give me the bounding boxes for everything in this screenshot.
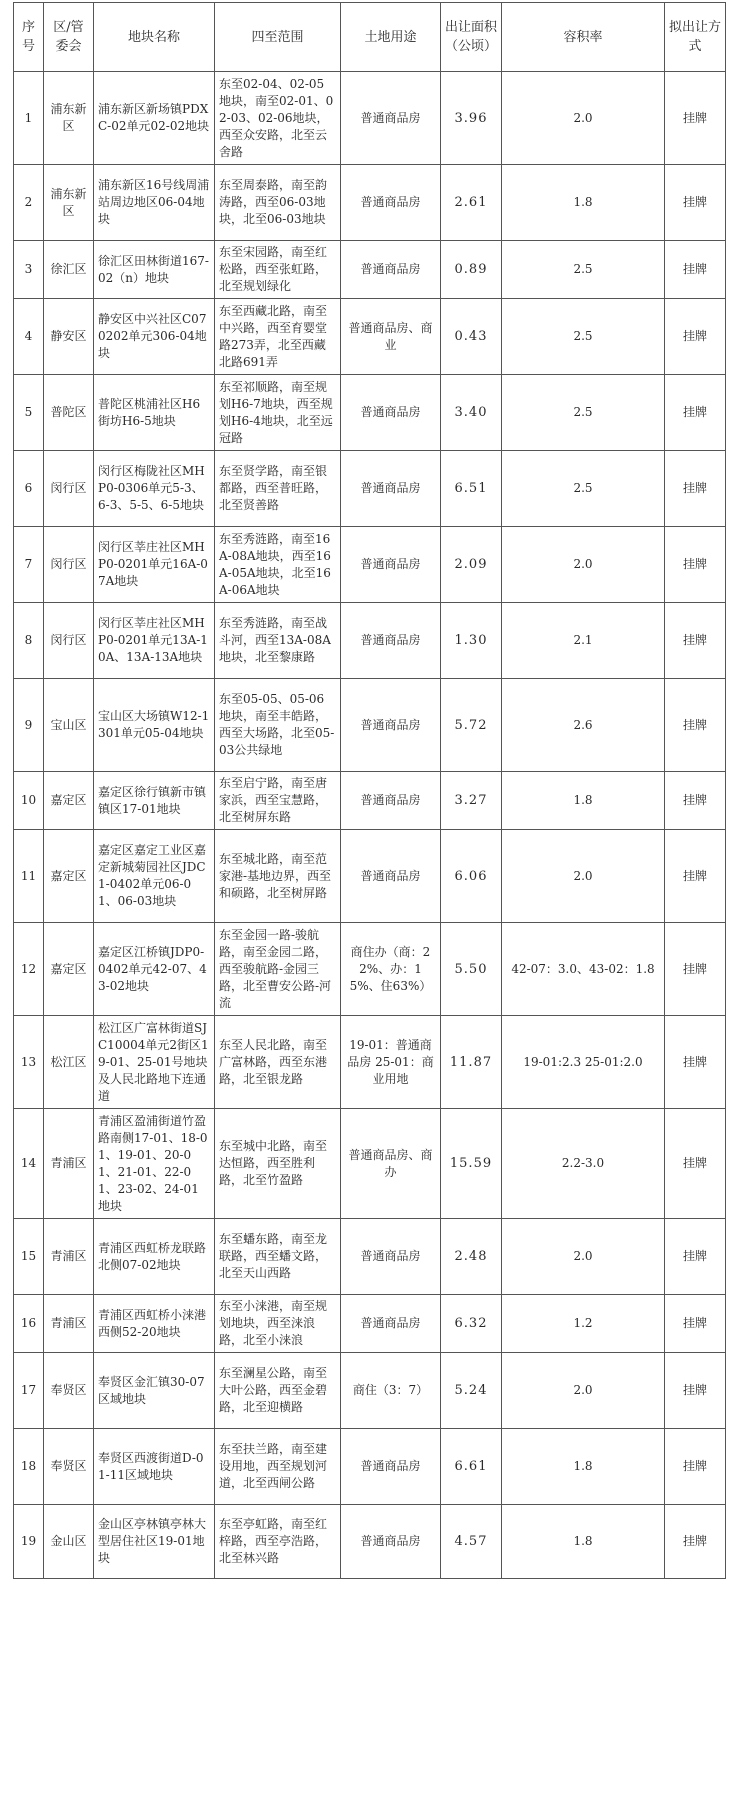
cell-boundary-range: 东至城北路，南至范家港-基地边界，西至和硕路，北至树屏路 [215, 830, 341, 923]
cell-floor-area-ratio: 2.1 [502, 603, 665, 679]
cell-boundary-range: 东至金园一路-骏航路，南至金园二路，西至骏航路-金园三路，北至曹安公路-河流 [215, 923, 341, 1016]
cell-parcel-name: 青浦区西虹桥小涞港西侧52-20地块 [94, 1295, 215, 1353]
table-row [14, 923, 726, 1016]
land-parcel-table-wrapper [13, 2, 725, 1579]
cell-boundary-range: 东至启宁路，南至唐家浜，西至宝慧路，北至树屏东路 [215, 772, 341, 830]
cell-district: 浦东新区 [44, 165, 94, 241]
cell-transfer-method: 挂牌 [665, 1505, 726, 1579]
cell-seq: 13 [14, 1016, 44, 1109]
table-row [14, 1353, 726, 1429]
cell-seq: 2 [14, 165, 44, 241]
table-row [14, 1429, 726, 1505]
cell-floor-area-ratio: 2.5 [502, 375, 665, 451]
cell-seq: 5 [14, 375, 44, 451]
table-row [14, 1505, 726, 1579]
cell-transfer-method: 挂牌 [665, 241, 726, 299]
cell-transfer-method: 挂牌 [665, 375, 726, 451]
cell-parcel-name: 奉贤区西渡街道D-01-11区域地块 [94, 1429, 215, 1505]
cell-district: 徐汇区 [44, 241, 94, 299]
cell-land-use: 普通商品房 [341, 679, 441, 772]
cell-land-use: 普通商品房 [341, 1505, 441, 1579]
cell-boundary-range: 东至城中北路，南至达恒路，西至胜利路，北至竹盈路 [215, 1109, 341, 1219]
cell-land-use: 普通商品房 [341, 375, 441, 451]
cell-area: 6.61 [441, 1429, 502, 1505]
cell-seq: 6 [14, 451, 44, 527]
cell-district: 闵行区 [44, 527, 94, 603]
header-area: 出让面积（公顷） [441, 3, 502, 72]
cell-land-use: 商住办（商：22%、办：15%、住63%） [341, 923, 441, 1016]
cell-land-use: 普通商品房 [341, 1219, 441, 1295]
cell-land-use: 普通商品房 [341, 527, 441, 603]
header-range: 四至范围 [215, 3, 341, 72]
cell-parcel-name: 闵行区莘庄社区MHP0-0201单元16A-07A地块 [94, 527, 215, 603]
cell-area: 11.87 [441, 1016, 502, 1109]
cell-transfer-method: 挂牌 [665, 451, 726, 527]
cell-transfer-method: 挂牌 [665, 1353, 726, 1429]
cell-seq: 10 [14, 772, 44, 830]
cell-transfer-method: 挂牌 [665, 1295, 726, 1353]
header-seq: 序号 [14, 3, 44, 72]
cell-district: 青浦区 [44, 1295, 94, 1353]
cell-boundary-range: 东至扶兰路，南至建设用地，西至规划河道，北至西闸公路 [215, 1429, 341, 1505]
table-row [14, 72, 726, 165]
cell-land-use: 普通商品房、商办 [341, 1109, 441, 1219]
table-row [14, 527, 726, 603]
cell-district: 嘉定区 [44, 923, 94, 1016]
cell-transfer-method: 挂牌 [665, 772, 726, 830]
cell-transfer-method: 挂牌 [665, 830, 726, 923]
header-method: 拟出让方式 [665, 3, 726, 72]
header-name: 地块名称 [94, 3, 215, 72]
cell-transfer-method: 挂牌 [665, 165, 726, 241]
cell-land-use: 19-01：普通商品房 25-01：商业用地 [341, 1016, 441, 1109]
cell-area: 1.30 [441, 603, 502, 679]
cell-land-use: 普通商品房 [341, 165, 441, 241]
cell-parcel-name: 静安区中兴社区C070202单元306-04地块 [94, 299, 215, 375]
table-row [14, 679, 726, 772]
cell-floor-area-ratio: 1.8 [502, 772, 665, 830]
cell-floor-area-ratio: 42-07：3.0、43-02：1.8 [502, 923, 665, 1016]
table-row [14, 603, 726, 679]
cell-district: 奉贤区 [44, 1353, 94, 1429]
table-row [14, 241, 726, 299]
cell-seq: 17 [14, 1353, 44, 1429]
cell-land-use: 普通商品房 [341, 72, 441, 165]
cell-area: 2.48 [441, 1219, 502, 1295]
cell-seq: 12 [14, 923, 44, 1016]
cell-seq: 15 [14, 1219, 44, 1295]
cell-area: 5.50 [441, 923, 502, 1016]
cell-parcel-name: 闵行区莘庄社区MHP0-0201单元13A-10A、13A-13A地块 [94, 603, 215, 679]
cell-floor-area-ratio: 1.2 [502, 1295, 665, 1353]
cell-transfer-method: 挂牌 [665, 1429, 726, 1505]
cell-area: 3.40 [441, 375, 502, 451]
cell-parcel-name: 嘉定区嘉定工业区嘉定新城菊园社区JDC1-0402单元06-01、06-03地块 [94, 830, 215, 923]
cell-floor-area-ratio: 2.5 [502, 241, 665, 299]
cell-district: 闵行区 [44, 451, 94, 527]
table-row [14, 299, 726, 375]
cell-transfer-method: 挂牌 [665, 72, 726, 165]
table-row [14, 451, 726, 527]
cell-transfer-method: 挂牌 [665, 1016, 726, 1109]
cell-land-use: 普通商品房 [341, 241, 441, 299]
cell-boundary-range: 东至秀涟路，南至战斗河，西至13A-08A地块，北至黎康路 [215, 603, 341, 679]
cell-floor-area-ratio: 1.8 [502, 1505, 665, 1579]
cell-district: 普陀区 [44, 375, 94, 451]
cell-area: 6.06 [441, 830, 502, 923]
table-row [14, 165, 726, 241]
cell-area: 0.89 [441, 241, 502, 299]
table-row [14, 1016, 726, 1109]
table-row [14, 1295, 726, 1353]
cell-district: 闵行区 [44, 603, 94, 679]
table-row [14, 772, 726, 830]
cell-parcel-name: 青浦区西虹桥龙联路北侧07-02地块 [94, 1219, 215, 1295]
cell-parcel-name: 松江区广富林街道SJC10004单元2街区19-01、25-01号地块及人民北路地下连通道 [94, 1016, 215, 1109]
cell-boundary-range: 东至祁顺路，南至规划H6-7地块，西至规划H6-4地块，北至远冠路 [215, 375, 341, 451]
cell-parcel-name: 奉贤区金汇镇30-07区域地块 [94, 1353, 215, 1429]
cell-parcel-name: 嘉定区徐行镇新市镇镇区17-01地块 [94, 772, 215, 830]
cell-district: 金山区 [44, 1505, 94, 1579]
cell-area: 0.43 [441, 299, 502, 375]
cell-seq: 11 [14, 830, 44, 923]
header-far: 容积率 [502, 3, 665, 72]
cell-parcel-name: 徐汇区田林街道167-02（n）地块 [94, 241, 215, 299]
cell-floor-area-ratio: 2.6 [502, 679, 665, 772]
cell-seq: 9 [14, 679, 44, 772]
cell-seq: 18 [14, 1429, 44, 1505]
cell-boundary-range: 东至贤学路，南至银都路，西至普旺路，北至贤善路 [215, 451, 341, 527]
cell-district: 奉贤区 [44, 1429, 94, 1505]
land-parcel-table [13, 2, 726, 1579]
cell-boundary-range: 东至蟠东路，南至龙联路，西至蟠文路，北至天山西路 [215, 1219, 341, 1295]
cell-floor-area-ratio: 1.8 [502, 165, 665, 241]
cell-seq: 14 [14, 1109, 44, 1219]
cell-seq: 19 [14, 1505, 44, 1579]
cell-land-use: 普通商品房 [341, 772, 441, 830]
cell-boundary-range: 东至亭虹路，南至红梓路，西至亭浩路，北至林兴路 [215, 1505, 341, 1579]
cell-boundary-range: 东至人民北路，南至广富林路，西至东港路，北至银龙路 [215, 1016, 341, 1109]
cell-area: 3.96 [441, 72, 502, 165]
cell-seq: 4 [14, 299, 44, 375]
cell-area: 5.72 [441, 679, 502, 772]
cell-district: 青浦区 [44, 1219, 94, 1295]
cell-boundary-range: 东至05-05、05-06地块，南至丰皓路，西至大场路，北至05-03公共绿地 [215, 679, 341, 772]
table-row [14, 830, 726, 923]
cell-area: 6.51 [441, 451, 502, 527]
cell-district: 青浦区 [44, 1109, 94, 1219]
cell-parcel-name: 嘉定区江桥镇JDP0-0402单元42-07、43-02地块 [94, 923, 215, 1016]
cell-transfer-method: 挂牌 [665, 923, 726, 1016]
cell-floor-area-ratio: 2.0 [502, 527, 665, 603]
cell-district: 浦东新区 [44, 72, 94, 165]
table-row [14, 1219, 726, 1295]
cell-parcel-name: 闵行区梅陇社区MHP0-0306单元5-3、6-3、5-5、6-5地块 [94, 451, 215, 527]
cell-floor-area-ratio: 19-01:2.3 25-01:2.0 [502, 1016, 665, 1109]
cell-seq: 8 [14, 603, 44, 679]
cell-area: 2.61 [441, 165, 502, 241]
cell-transfer-method: 挂牌 [665, 527, 726, 603]
cell-land-use: 普通商品房 [341, 1429, 441, 1505]
cell-area: 4.57 [441, 1505, 502, 1579]
cell-area: 15.59 [441, 1109, 502, 1219]
table-row [14, 375, 726, 451]
cell-parcel-name: 普陀区桃浦社区H6街坊H6-5地块 [94, 375, 215, 451]
cell-floor-area-ratio: 2.0 [502, 72, 665, 165]
cell-area: 6.32 [441, 1295, 502, 1353]
cell-transfer-method: 挂牌 [665, 299, 726, 375]
cell-land-use: 普通商品房、商业 [341, 299, 441, 375]
cell-boundary-range: 东至小涞港，南至规划地块，西至涞浪路，北至小涞浪 [215, 1295, 341, 1353]
header-use: 土地用途 [341, 3, 441, 72]
cell-seq: 7 [14, 527, 44, 603]
cell-district: 静安区 [44, 299, 94, 375]
table-row [14, 1109, 726, 1219]
header-row [14, 3, 726, 72]
cell-seq: 16 [14, 1295, 44, 1353]
cell-land-use: 商住（3：7） [341, 1353, 441, 1429]
cell-land-use: 普通商品房 [341, 451, 441, 527]
cell-transfer-method: 挂牌 [665, 1109, 726, 1219]
cell-parcel-name: 青浦区盈浦街道竹盈路南侧17-01、18-01、19-01、20-01、21-01、22-01、23-02、24-01地块 [94, 1109, 215, 1219]
cell-parcel-name: 金山区亭林镇亭林大型居住社区19-01地块 [94, 1505, 215, 1579]
cell-floor-area-ratio: 2.0 [502, 830, 665, 923]
cell-district: 嘉定区 [44, 772, 94, 830]
cell-parcel-name: 宝山区大场镇W12-1301单元05-04地块 [94, 679, 215, 772]
cell-seq: 1 [14, 72, 44, 165]
cell-floor-area-ratio: 2.2-3.0 [502, 1109, 665, 1219]
cell-area: 2.09 [441, 527, 502, 603]
cell-boundary-range: 东至秀涟路，南至16A-08A地块，西至16A-05A地块，北至16A-06A地块 [215, 527, 341, 603]
cell-boundary-range: 东至澜星公路，南至大叶公路，西至金碧路，北至迎横路 [215, 1353, 341, 1429]
cell-transfer-method: 挂牌 [665, 603, 726, 679]
cell-transfer-method: 挂牌 [665, 679, 726, 772]
cell-land-use: 普通商品房 [341, 830, 441, 923]
cell-boundary-range: 东至02-04、02-05地块，南至02-01、02-03、02-06地块，西至众安路，北至云舍路 [215, 72, 341, 165]
cell-seq: 3 [14, 241, 44, 299]
cell-parcel-name: 浦东新区16号线周浦站周边地区06-04地块 [94, 165, 215, 241]
cell-floor-area-ratio: 2.0 [502, 1219, 665, 1295]
cell-land-use: 普通商品房 [341, 603, 441, 679]
cell-boundary-range: 东至西藏北路，南至中兴路，西至育婴堂路273弄，北至西藏北路691弄 [215, 299, 341, 375]
cell-floor-area-ratio: 2.5 [502, 299, 665, 375]
cell-area: 5.24 [441, 1353, 502, 1429]
cell-floor-area-ratio: 2.0 [502, 1353, 665, 1429]
cell-floor-area-ratio: 2.5 [502, 451, 665, 527]
cell-boundary-range: 东至周泰路，南至韵涛路，西至06-03地块，北至06-03地块 [215, 165, 341, 241]
cell-area: 3.27 [441, 772, 502, 830]
header-district: 区/管委会 [44, 3, 94, 72]
cell-land-use: 普通商品房 [341, 1295, 441, 1353]
cell-transfer-method: 挂牌 [665, 1219, 726, 1295]
cell-boundary-range: 东至宋园路，南至红松路，西至张虹路，北至规划绿化 [215, 241, 341, 299]
cell-district: 松江区 [44, 1016, 94, 1109]
cell-district: 嘉定区 [44, 830, 94, 923]
cell-district: 宝山区 [44, 679, 94, 772]
cell-floor-area-ratio: 1.8 [502, 1429, 665, 1505]
cell-parcel-name: 浦东新区新场镇PDXC-02单元02-02地块 [94, 72, 215, 165]
